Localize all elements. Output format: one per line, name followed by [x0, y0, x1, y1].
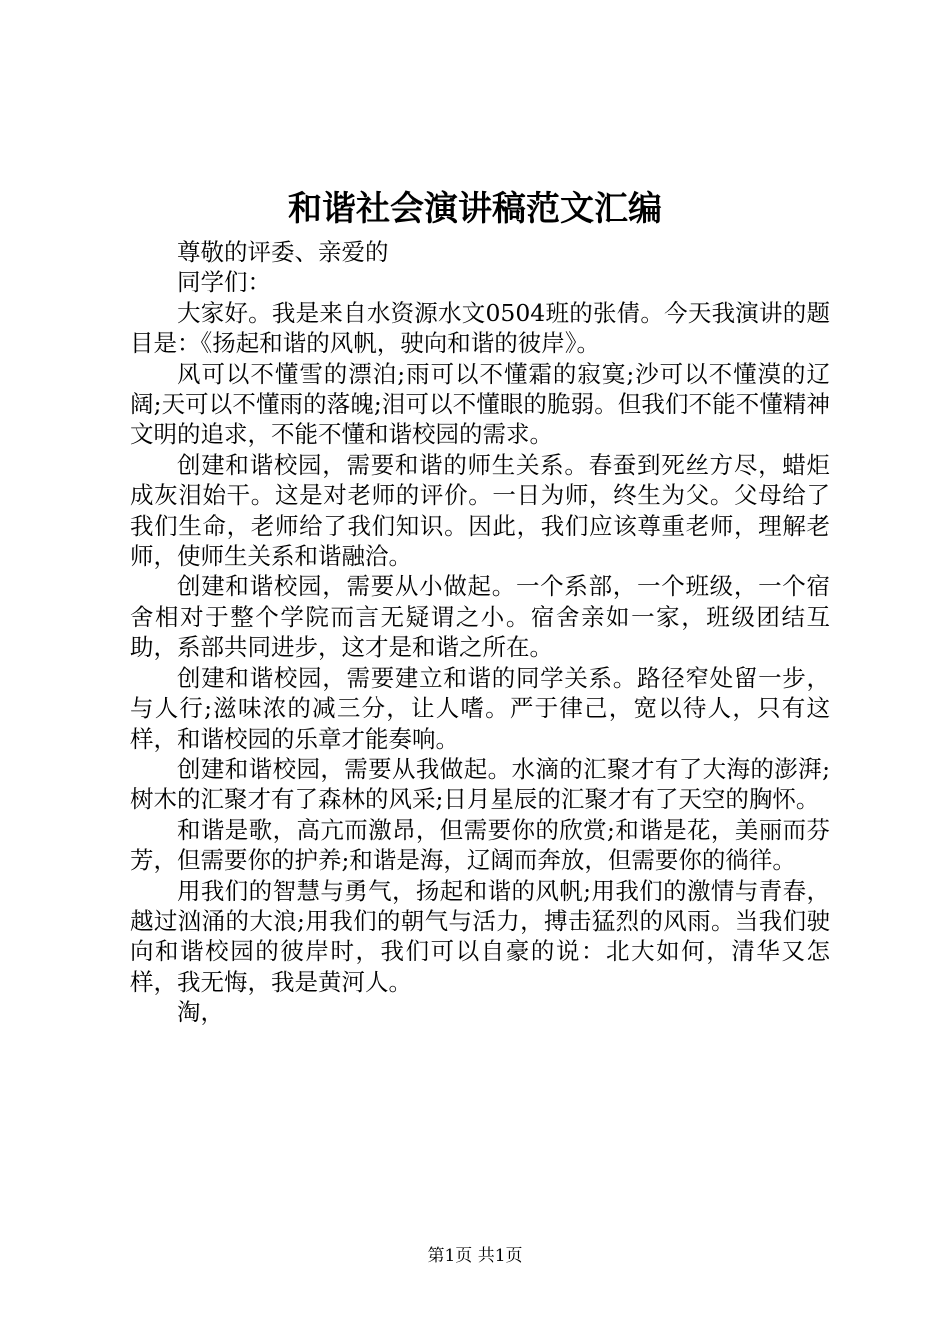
paragraph: 创建和谐校园，需要从我做起。水滴的汇聚才有了大海的澎湃;树木的汇聚才有了森林的风采;日月星辰的汇聚才有了天空的胸怀。 — [130, 754, 830, 814]
paragraph: 创建和谐校园，需要从小做起。一个系部，一个班级，一个宿舍相对于整个学院而言无疑谓之小。宿舍亲如一家，班级团结互助，系部共同进步，这才是和谐之所在。 — [130, 572, 830, 662]
page-title: 和谐社会演讲稿范文汇编 — [288, 189, 662, 229]
paragraph: 用我们的智慧与勇气，扬起和谐的风帆;用我们的激情与青春，越过汹涌的大浪;用我们的朝气与活力，搏击猛烈的风雨。当我们驶向和谐校园的彼岸时，我们可以自豪的说：北大如何，清华又怎样，我无悔，我是黄河人。 — [130, 876, 830, 996]
document-body — [130, 237, 830, 1028]
page-footer: 第1页 共1页 — [427, 1246, 523, 1266]
paragraph-intro: 大家好。我是来自水资源水文0504班的张倩。今天我演讲的题目是：《扬起和谐的风帆，驶向和谐的彼岸》。 — [130, 298, 830, 358]
paragraph: 创建和谐校园，需要和谐的师生关系。春蚕到死丝方尽，蜡炬成灰泪始干。这是对老师的评价。一日为师，终生为父。父母给了我们生命，老师给了我们知识。因此，我们应该尊重老师，理解老师，使师生关系和谐融洽。 — [130, 450, 830, 571]
paragraph-closing: 淘， — [177, 998, 224, 1027]
paragraph: 风可以不懂雪的漂泊;雨可以不懂霜的寂寞;沙可以不懂漠的辽阔;天可以不懂雨的落魄;泪可以不懂眼的脆弱。但我们不能不懂精神文明的追求，不能不懂和谐校园的需求。 — [130, 359, 830, 449]
paragraph-salutation: 尊敬的评委、亲爱的 — [177, 238, 389, 266]
paragraph: 和谐是歌，高亢而激昂，但需要你的欣赏;和谐是花，美丽而芬芳，但需要你的护养;和谐是海，辽阔而奔放，但需要你的徜徉。 — [130, 815, 830, 875]
paragraph-salutation-cont: 同学们： — [177, 268, 271, 297]
paragraph: 创建和谐校园，需要建立和谐的同学关系。路径窄处留一步，与人行;滋味浓的减三分，让人嗜。严于律己，宽以待人，只有这样，和谐校园的乐章才能奏响。 — [130, 663, 830, 753]
